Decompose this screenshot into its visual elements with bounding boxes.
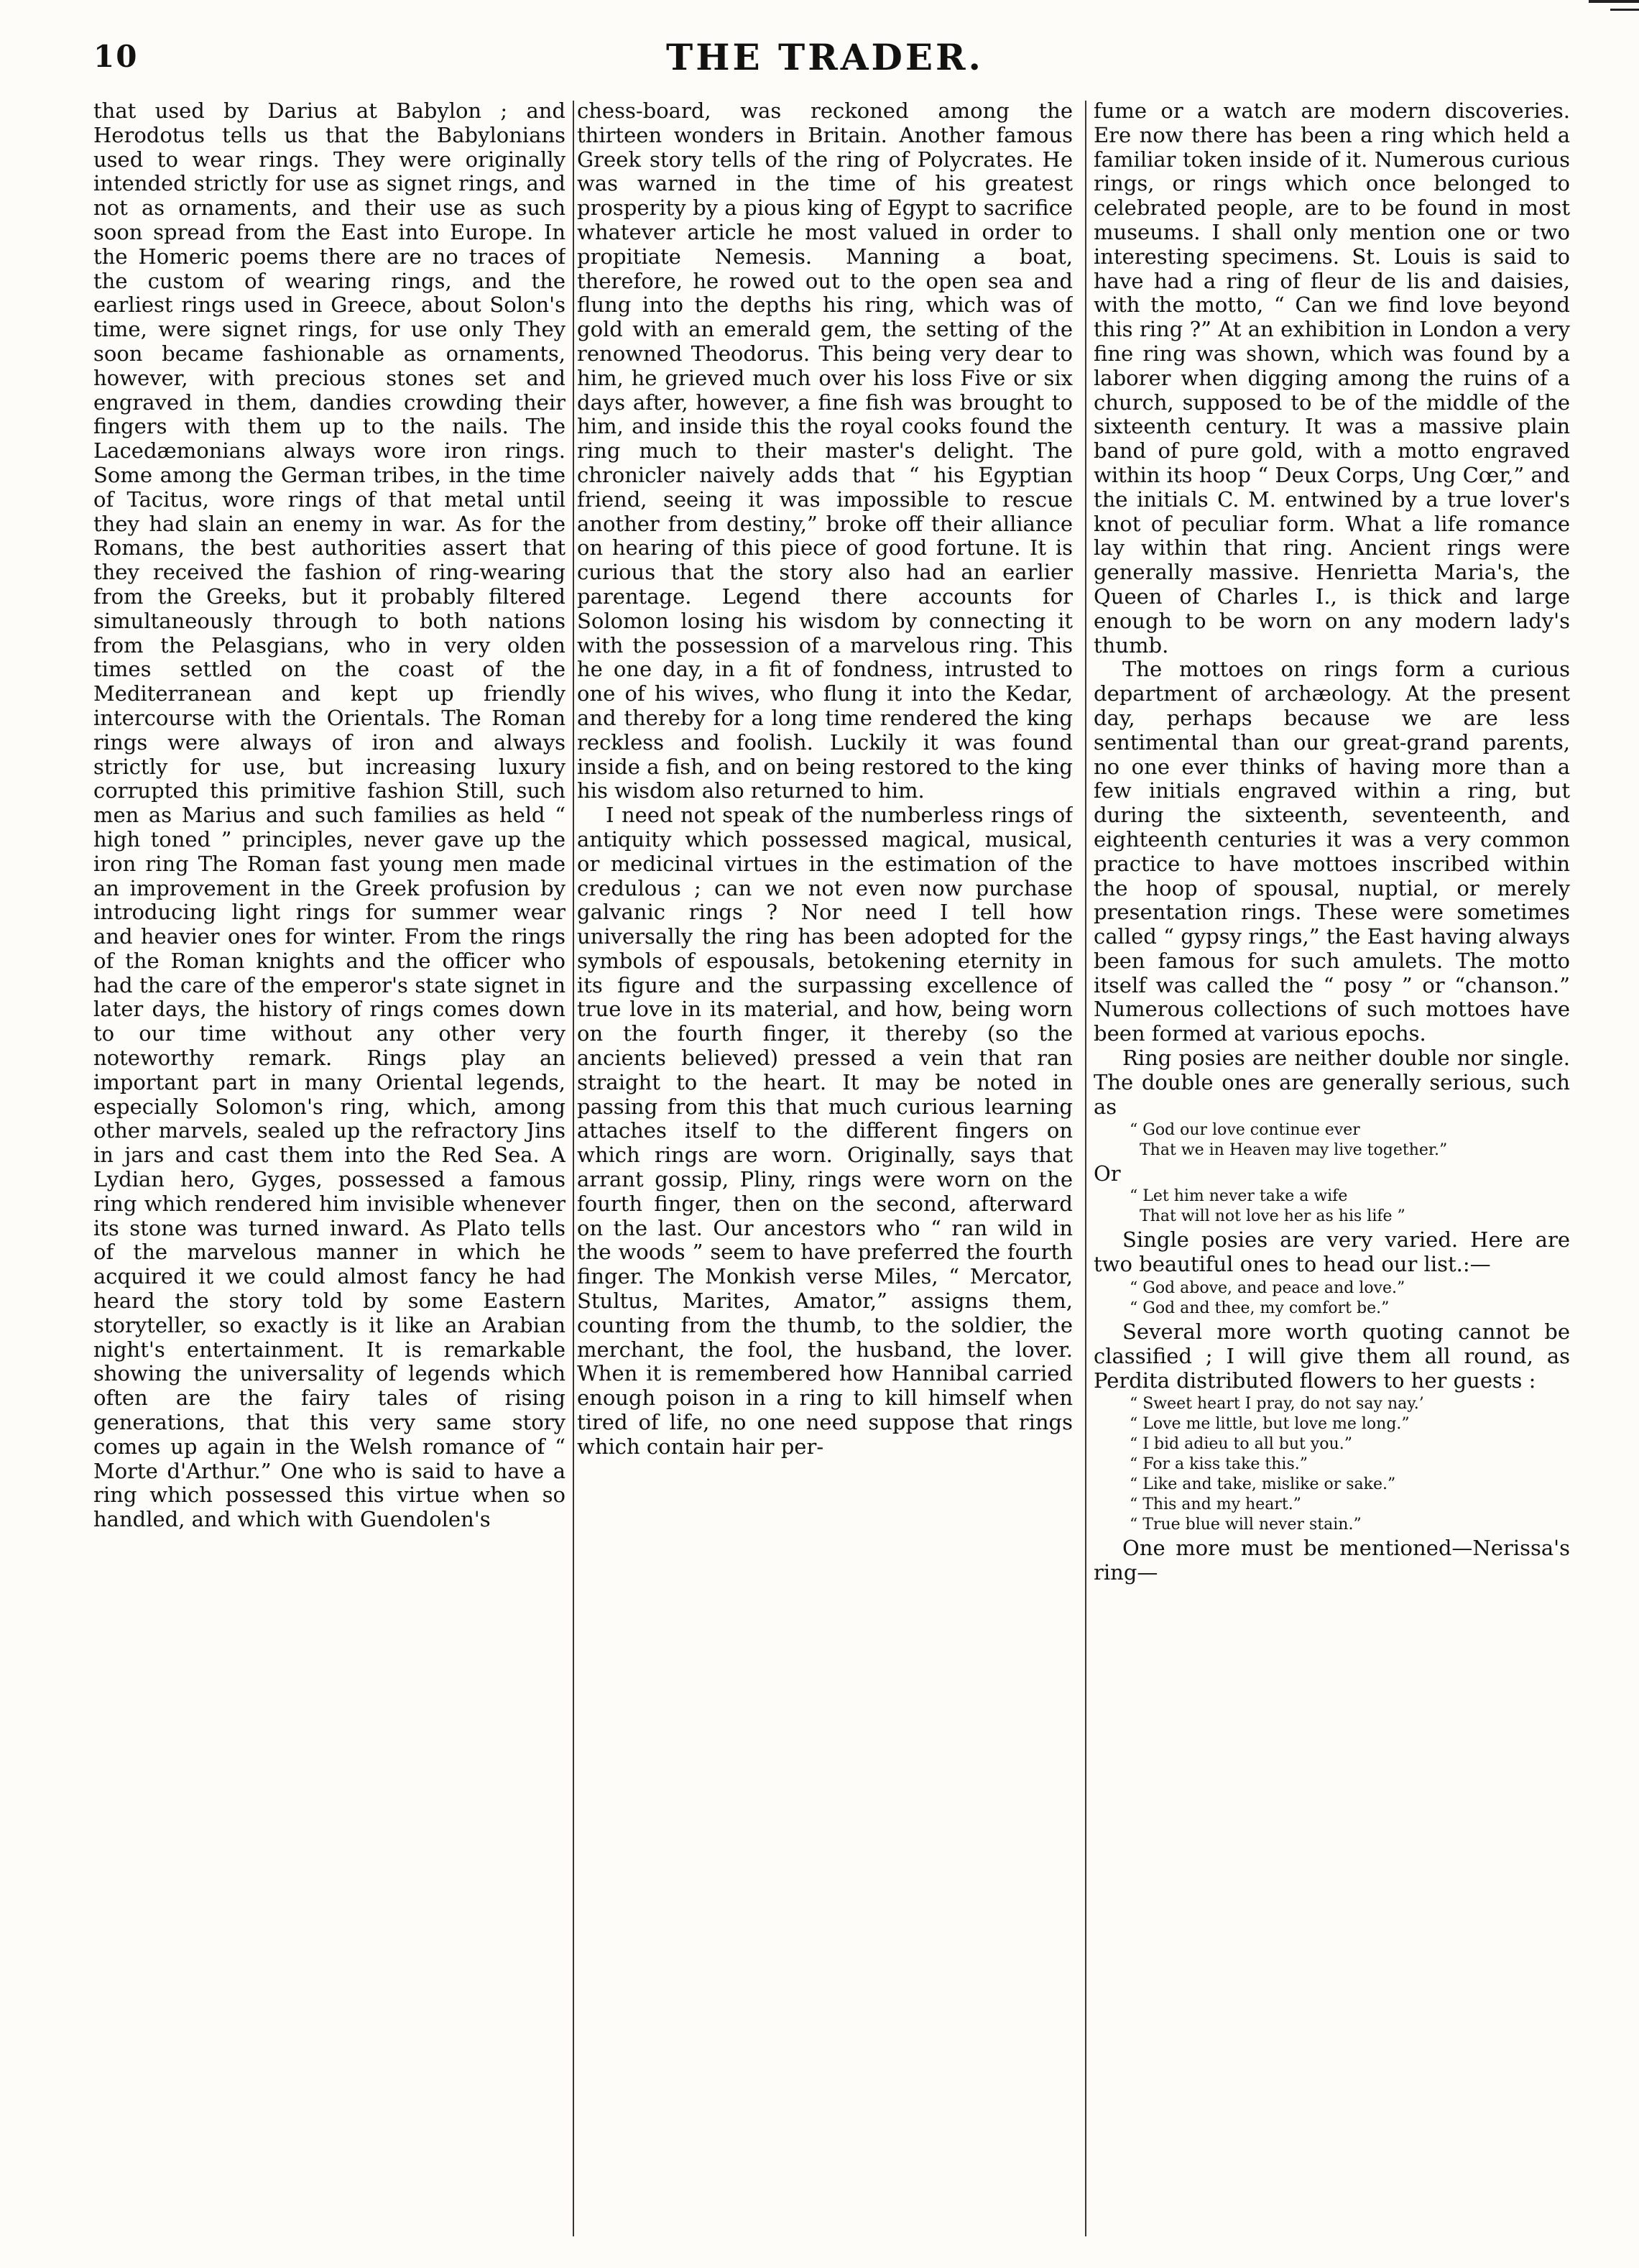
article-paragraph: fume or a watch are modern discoveries. Ere now there has been a ring which held a familiar token inside of it. Numerous curious rings, or rings which once belonged to celebrated people, are to be found in most museums. I shall only mention one or two interesting specimens. St. Louis is said to have had a ring of fleur de lis and daisies, with the motto, “ Can we find love beyond this ring ?” At an exhibition in London a very fine ring was shown, which was found by a laborer when digging among the ruins of a church, supposed to be of the middle of the sixteenth century. It was a massive plain band of pure gold, with a motto engraved within its hoop “ Deux Corps, Ung Cœr,” and the initials C. M. entwined by a true lover's knot of peculiar form. What a life romance lay within that ring. Ancient rings were generally massive. Henrietta Maria's, the Queen of Charles I., is thick and large enough to be worn on any modern lady's thumb. <box>1094 99 1570 658</box>
column-2 <box>577 99 1073 2237</box>
posy-verse <box>1094 1120 1570 1161</box>
verse-line: That we in Heaven may live together.” <box>1140 1141 1448 1160</box>
verse-line: “ Let him never take a wife <box>1130 1187 1348 1206</box>
article-paragraph: The mottoes on rings form a curious department of archæology. At the present day, perhaps because we are less sentimental than our great-grand parents, no one ever thinks of having more than a few initials engraved within a ring, but during the sixteenth, seventeenth, and eighteenth centuries it was a very common practice to have mottoes inscribed within the hoop of spousal, nuptial, or merely presentation rings. These were sometimes called “ gypsy rings,” the East having always been famous for such amulets. The motto itself was called the “ posy ” or “chanson.” Numerous collections of such mottoes have been formed at various epochs. <box>1094 657 1570 1046</box>
article-paragraph: One more must be mentioned—Nerissa's ring— <box>1094 1536 1570 1585</box>
article-paragraph: that used by Darius at Babylon ; and Herodotus tells us that the Babylonians used to wear rings. They were originally intended strictly for use as signet rings, and not as ornaments, and their use as such soon spread from the East into Europe. In the Homeric poems there are no traces of the custom of wearing rings, and the earliest rings used in Greece, about Solon's time, were signet rings, for use only They soon became fashionable as ornaments, however, with precious stones set and engraved in them, dandies crowding their fingers with them up to the nails. The Lacedæmonians always wore iron rings. Some among the German tribes, in the time of Tacitus, wore rings of that metal until they had slain an enemy in war. As for the Romans, the best authorities assert that they received the fashion of ring-wearing from the Greeks, but it probably filtered simultaneously through to both nations from the Pelasgians, who in very olden times settled on the coast of the Mediterranean and kept up friendly intercourse with the Orientals. The Roman rings were always of iron and always strictly for use, but increasing luxury corrupted this primitive fashion Still, such men as Marius and such families as held “ high toned ” principles, never gave up the iron ring The Roman fast young men made an improvement in the Greek profusion by introducing light rings for summer wear and heavier ones for winter. From the rings of the Roman knights and the officer who had the care of the emperor's state signet in later days, the history of rings comes down to our time without any other very noteworthy remark. Rings play an important part in many Oriental legends, especially Solomon's ring, which, among other marvels, sealed up the refractory Jins in jars and cast them into the Red Sea. A Lydian hero, Gyges, possessed a famous ring which rendered him invisible whenever its stone was turned inward. As Plato tells of the marvelous manner in which he acquired it we could almost fancy he had heard the story told by some Eastern storyteller, so exactly is it like an Arabian night's entertainment. It is remarkable showing the universality of legends which often are the fairy tales of rising generations, that this very same story comes up again in the Welsh romance of “ Morte d'Arthur.” One who is said to have a ring which possessed this virtue when so handled, and which with Guendolen's <box>93 99 565 1532</box>
article-paragraph: Single posies are very varied. Here are two beautiful ones to head our list.:— <box>1094 1227 1570 1277</box>
verse-line: “ God our love continue ever <box>1130 1121 1360 1140</box>
connector-word: Or <box>1094 1161 1121 1186</box>
article-paragraph: chess-board, was reckoned among the thirteen wonders in Britain. Another famous Greek story tells of the ring of Polycrates. He was warned in the time of his greatest prosperity by a pious king of Egypt to sacrifice whatever article he most valued in order to propitiate Nemesis. Manning a boat, therefore, he rowed out to the open sea and flung into the depths his ring, which was of gold with an emerald gem, the setting of the renowned Theodorus. This being very dear to him, he grieved much over his loss Five or six days after, however, a fine fish was brought to him, and inside this the royal cooks found the ring much to their master's delight. The chronicler naively adds that “ his Egyptian friend, seeing it was impossible to rescue another from destiny,” broke off their alliance on hearing of this piece of good fortune. It is curious that the story also had an earlier parentage. Legend there accounts for Solomon losing his wisdom by connecting it with the possession of a marvelous ring. This he one day, in a fit of fondness, intrusted to one of his wives, who flung it into the Kedar, and thereby for a long time rendered the king reckless and foolish. Luckily it was found inside a fish, and on being restored to the king his wisdom also returned to him. <box>577 99 1073 803</box>
verse-line: “ God and thee, my comfort be.” <box>1130 1299 1390 1318</box>
column-1 <box>93 99 565 2237</box>
verse-line: “ For a kiss take this.” <box>1130 1455 1308 1474</box>
page-corner-mark <box>1610 9 1639 11</box>
article-paragraph: I need not speak of the numberless rings of antiquity which possessed magical, musical, or medicinal virtues in the estimation of the credulous ; can we not even now purchase galvanic rings ? Nor need I tell how universally the ring has been adopted for the symbols of espousals, betokening eternity in its figure and the surpassing excellence of true love in its material, and how, being worn on the fourth finger, it thereby (so the ancients believed) pressed a vein that ran straight to the heart. It may be noted in passing from this that much curious learning attaches itself to the different fingers on which rings are worn. Originally, says that arrant gossip, Pliny, rings were worn on the fourth finger, then on the second, afterward on the last. Our ancestors who “ ran wild in the woods ” seem to have preferred the fourth finger. The Monkish verse Miles, “ Mercator, Stultus, Marites, Amator,” assigns them, counting from the thumb, to the soldier, the merchant, the fool, the husband, the lover. When it is remembered how Hannibal carried enough poison in a ring to kill himself when tired of life, no one need suppose that rings which contain hair per- <box>577 803 1073 1459</box>
verse-line: “ Sweet heart I pray, do not say nay.’ <box>1130 1395 1424 1414</box>
posy-list <box>1094 1278 1570 1319</box>
verse-line: “ I bid adieu to all but you.” <box>1130 1435 1352 1454</box>
verse-line: That will not love her as his life ” <box>1140 1207 1405 1226</box>
posy-list <box>1094 1394 1570 1535</box>
column-rule <box>573 101 574 2236</box>
posy-verse <box>1094 1186 1570 1227</box>
verse-line: “ True blue will never stain.” <box>1130 1516 1362 1534</box>
verse-line: “ Love me little, but love me long.” <box>1130 1415 1410 1434</box>
page-corner-mark <box>1589 0 1639 3</box>
article-paragraph: Ring posies are neither double nor single. The double ones are generally serious, such as <box>1094 1046 1570 1119</box>
verse-line: “ Like and take, mislike or sake.” <box>1130 1475 1396 1494</box>
verse-line: “ This and my heart.” <box>1130 1495 1301 1514</box>
column-3 <box>1094 99 1570 2237</box>
publication-title: THE TRADER. <box>666 36 984 78</box>
article-paragraph: Several more worth quoting cannot be classified ; I will give them all round, as Perdita distributed flowers to her guests : <box>1094 1319 1570 1393</box>
page-header <box>85 32 1565 89</box>
column-rule <box>1085 101 1086 2236</box>
verse-line: “ God above, and peace and love.” <box>1130 1279 1405 1298</box>
page-number: 10 <box>93 39 139 74</box>
